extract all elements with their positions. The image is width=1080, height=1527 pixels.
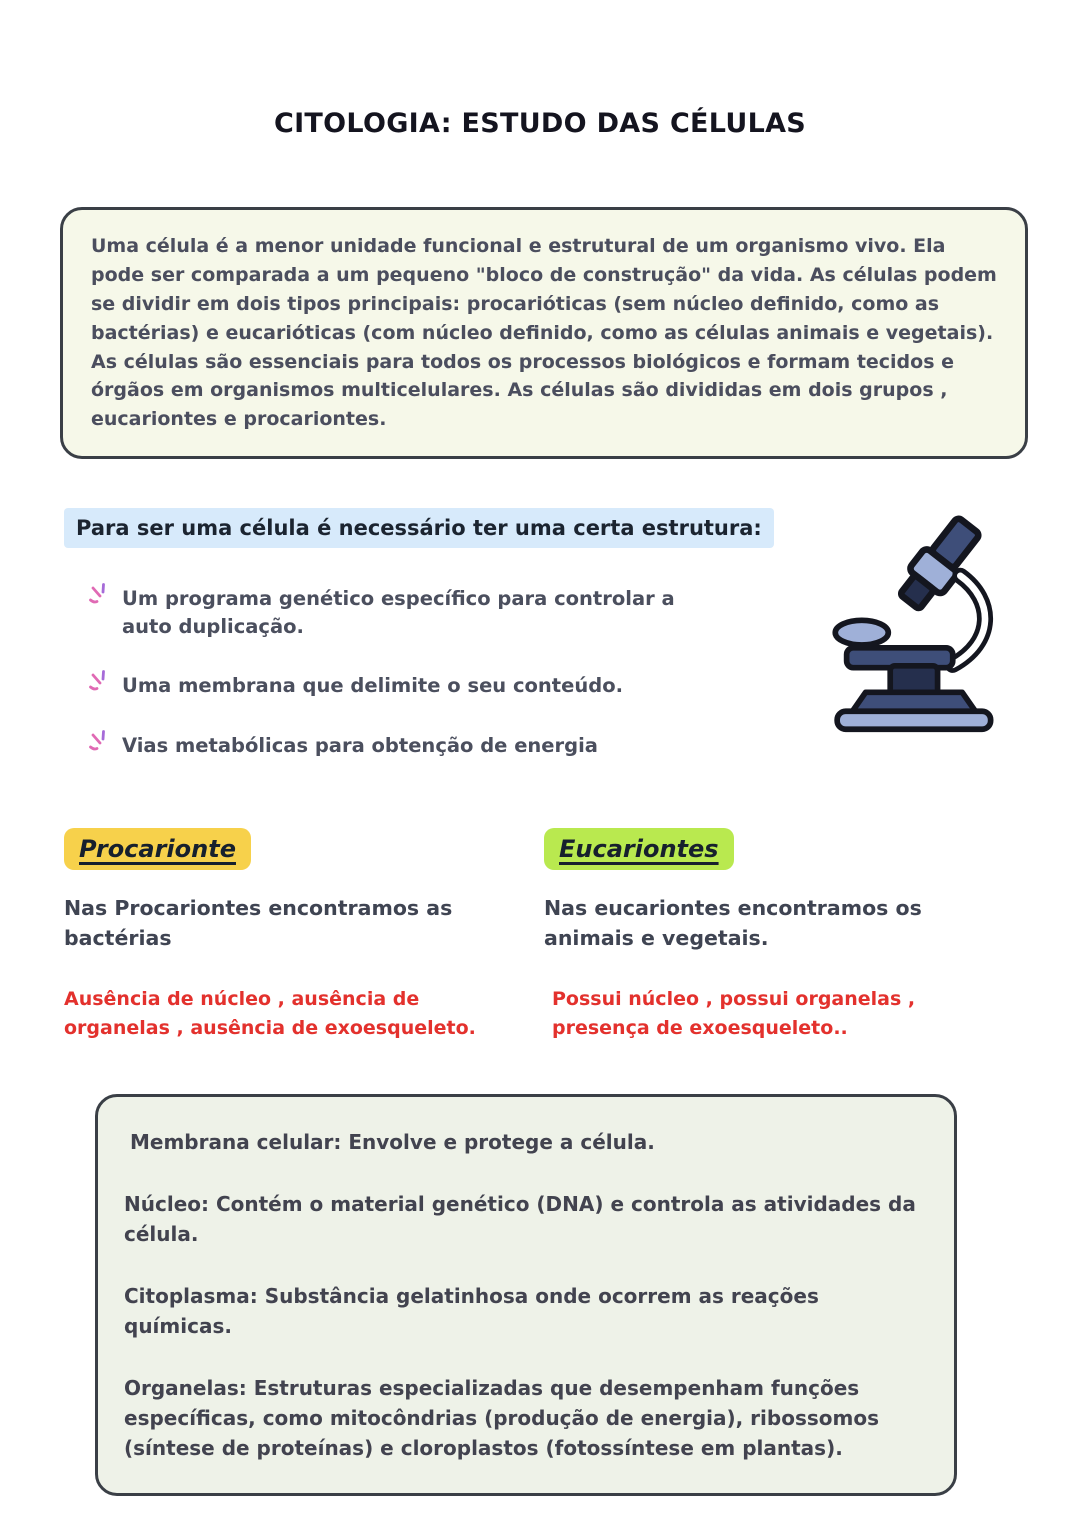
intro-text: Uma célula é a menor unidade funcional e estrutural de um organismo vivo. Ela pode ser comparada a um pequeno "bloco de construção" da vida. As células podem se dividir em dois tipos principais: procarióticas (sem núcleo definido, como as bactérias) e eucarióticas (com núcleo definido, como as células animais e vegetais). As células são essenciais para todos os processos biológicos e formam tecidos e órgãos em organismos multicelulares. As células são divididas em dois grupos , eucariontes e procariontes. — [91, 235, 997, 431]
summary-item-nucleo: Núcleo: Contém o material genético (DNA) e controla as atividades da célula. — [124, 1192, 916, 1246]
structure-bullet-1 — [86, 585, 736, 642]
structure-bullet-3 — [86, 732, 786, 762]
eucariontes-details: Possui núcleo , possui organelas , presença de exoesqueleto.. — [552, 988, 916, 1039]
intro-box — [60, 207, 1028, 459]
procarionte-details: Ausência de núcleo , ausência de organelas , ausência de exoesqueleto. — [64, 988, 476, 1039]
sparkle-icon — [86, 728, 112, 762]
sparkle-icon — [86, 581, 112, 615]
structure-bullet-text: Uma membrana que delimite o seu conteúdo. — [122, 674, 623, 697]
structure-bullet-text: Um programa genético específico para controlar a auto duplicação. — [122, 587, 675, 639]
procarionte-heading: Procarionte — [64, 828, 251, 870]
summary-item-organelas: Organelas: Estruturas especializadas que desempenham funções específicas, como mitocôndrias (produção de energia), ribossomos (síntese de proteínas) e cloroplastos (fotossíntese em plantas). — [124, 1376, 879, 1460]
eucariontes-column — [544, 828, 994, 1042]
eucariontes-description: Nas eucariontes encontramos os animais e vegetais. — [544, 896, 922, 950]
summary-item-citoplasma: Citoplasma: Substância gelatinhosa onde ocorrem as reações químicas. — [124, 1284, 819, 1338]
summary-item-membrana: Membrana celular: Envolve e protege a célula. — [130, 1130, 655, 1154]
sparkle-icon — [86, 668, 112, 702]
page-title: CITOLOGIA: ESTUDO DAS CÉLULAS — [273, 108, 807, 139]
procarionte-column — [64, 828, 504, 1042]
summary-box — [95, 1094, 957, 1496]
microscope-icon — [822, 512, 1002, 742]
eucariontes-heading: Eucariontes — [544, 828, 734, 870]
structure-heading: Para ser uma célula é necessário ter uma certa estrutura: — [64, 508, 774, 548]
structure-bullet-2 — [86, 672, 786, 702]
structure-bullet-text: Vias metabólicas para obtenção de energia — [122, 734, 598, 757]
procarionte-description: Nas Procariontes encontramos as bactérias — [64, 896, 453, 950]
